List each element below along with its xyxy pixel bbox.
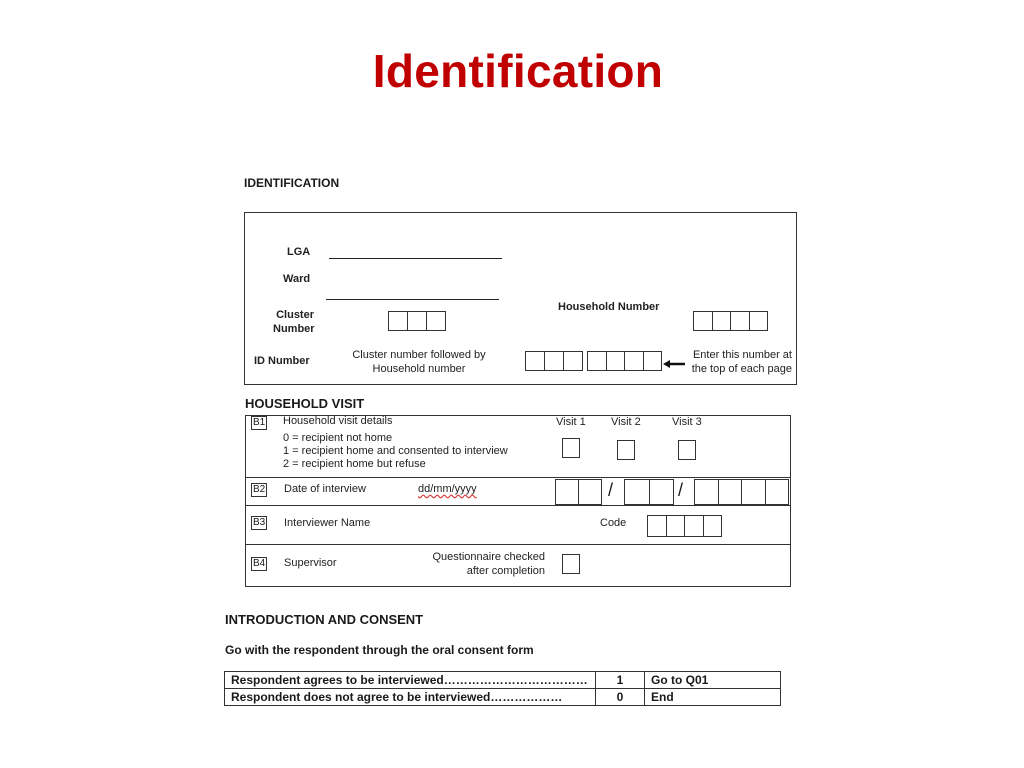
code-label: Code [600, 517, 627, 529]
consent-row-code[interactable]: 1 [596, 672, 645, 689]
b1-option-0: 0 = recipient not home [283, 432, 393, 444]
cell[interactable] [719, 480, 742, 504]
b4-label: Supervisor [284, 557, 337, 569]
date-day-cells[interactable] [555, 479, 602, 505]
enter-hint-line2: the top of each page [691, 363, 792, 375]
cell[interactable] [625, 352, 644, 370]
enter-number-hint [676, 348, 792, 376]
cell[interactable] [650, 480, 673, 504]
b4-code: B4 [253, 558, 266, 569]
b4-note [400, 550, 545, 578]
cluster-label-line1: Cluster [276, 309, 314, 321]
id-household-cells[interactable] [587, 351, 662, 371]
cell[interactable] [607, 352, 625, 370]
household-number-label: Household Number [558, 301, 660, 313]
b1-options [283, 432, 508, 471]
b3-code: B3 [253, 517, 266, 528]
date-separator: / [608, 480, 614, 500]
cell[interactable] [526, 352, 545, 370]
identification-heading: IDENTIFICATION [244, 176, 340, 190]
consent-row-action: End [645, 689, 781, 706]
cell[interactable] [644, 352, 661, 370]
visit-2-label: Visit 2 [611, 416, 641, 428]
b1-label: Household visit details [283, 415, 393, 427]
visit-1-label: Visit 1 [556, 416, 586, 428]
enter-hint-line1: Enter this number at [692, 349, 792, 361]
cell[interactable] [564, 352, 582, 370]
id-cluster-cells[interactable] [525, 351, 583, 371]
visit-1-checkbox[interactable] [562, 438, 580, 458]
ward-field[interactable] [326, 299, 499, 300]
interviewer-code-cells[interactable] [647, 515, 722, 537]
lga-label: LGA [287, 246, 311, 258]
row-divider [245, 477, 790, 478]
id-number-label: ID Number [254, 355, 310, 367]
ward-label: Ward [283, 273, 311, 285]
consent-row-code[interactable]: 0 [596, 689, 645, 706]
id-number-hint [340, 348, 498, 376]
lga-field[interactable] [329, 258, 502, 259]
b4-note-line2: after completion [466, 565, 545, 577]
cell[interactable] [695, 480, 719, 504]
date-separator: / [678, 480, 684, 500]
cell[interactable] [648, 516, 667, 536]
cell[interactable] [545, 352, 564, 370]
b3-label: Interviewer Name [284, 517, 371, 529]
questionnaire-checked-checkbox[interactable] [562, 554, 580, 574]
cell[interactable] [713, 312, 731, 330]
consent-row-action: Go to Q01 [645, 672, 781, 689]
cell[interactable] [742, 480, 766, 504]
cell[interactable] [694, 312, 713, 330]
visit-3-label: Visit 3 [672, 416, 702, 428]
cluster-label-line2: Number [273, 323, 315, 335]
table-row [225, 689, 781, 706]
consent-instruction: Go with the respondent through the oral consent form [225, 643, 534, 657]
cell[interactable] [588, 352, 607, 370]
id-hint-line1: Cluster number followed by [352, 349, 486, 361]
row-divider [245, 505, 790, 506]
b1-option-1: 1 = recipient home and consented to interview [283, 445, 508, 457]
cell[interactable] [704, 516, 721, 536]
cell[interactable] [579, 480, 601, 504]
b2-code: B2 [253, 484, 266, 495]
cell[interactable] [766, 480, 788, 504]
consent-heading: INTRODUCTION AND CONSENT [225, 612, 424, 627]
cell[interactable] [685, 516, 704, 536]
visit-2-checkbox[interactable] [617, 440, 635, 460]
consent-row-text: Respondent agrees to be interviewed……………………………… [225, 672, 596, 689]
cluster-number-label [273, 308, 314, 336]
date-year-cells[interactable] [694, 479, 789, 505]
slide-title: Identification [372, 45, 664, 97]
visit-3-checkbox[interactable] [678, 440, 696, 460]
cell[interactable] [556, 480, 579, 504]
household-number-cells[interactable] [693, 311, 768, 331]
b1-option-2: 2 = recipient home but refuse [283, 458, 426, 470]
table-row [225, 672, 781, 689]
cell[interactable] [731, 312, 750, 330]
cell[interactable] [389, 312, 408, 330]
cell[interactable] [408, 312, 427, 330]
b4-note-line1: Questionnaire checked [432, 551, 545, 563]
cell[interactable] [625, 480, 650, 504]
cell[interactable] [750, 312, 767, 330]
row-divider [245, 544, 790, 545]
id-hint-line2: Household number [372, 363, 466, 375]
b2-label: Date of interview [284, 483, 366, 495]
household-visit-heading: HOUSEHOLD VISIT [245, 396, 365, 411]
date-format-hint: dd/mm/yyyy [418, 483, 477, 495]
cell[interactable] [667, 516, 685, 536]
consent-table [224, 671, 781, 706]
date-month-cells[interactable] [624, 479, 674, 505]
cell[interactable] [427, 312, 445, 330]
cluster-number-cells[interactable] [388, 311, 446, 331]
b1-code: B1 [253, 417, 266, 428]
consent-row-text: Respondent does not agree to be interviewed……………… [225, 689, 596, 706]
